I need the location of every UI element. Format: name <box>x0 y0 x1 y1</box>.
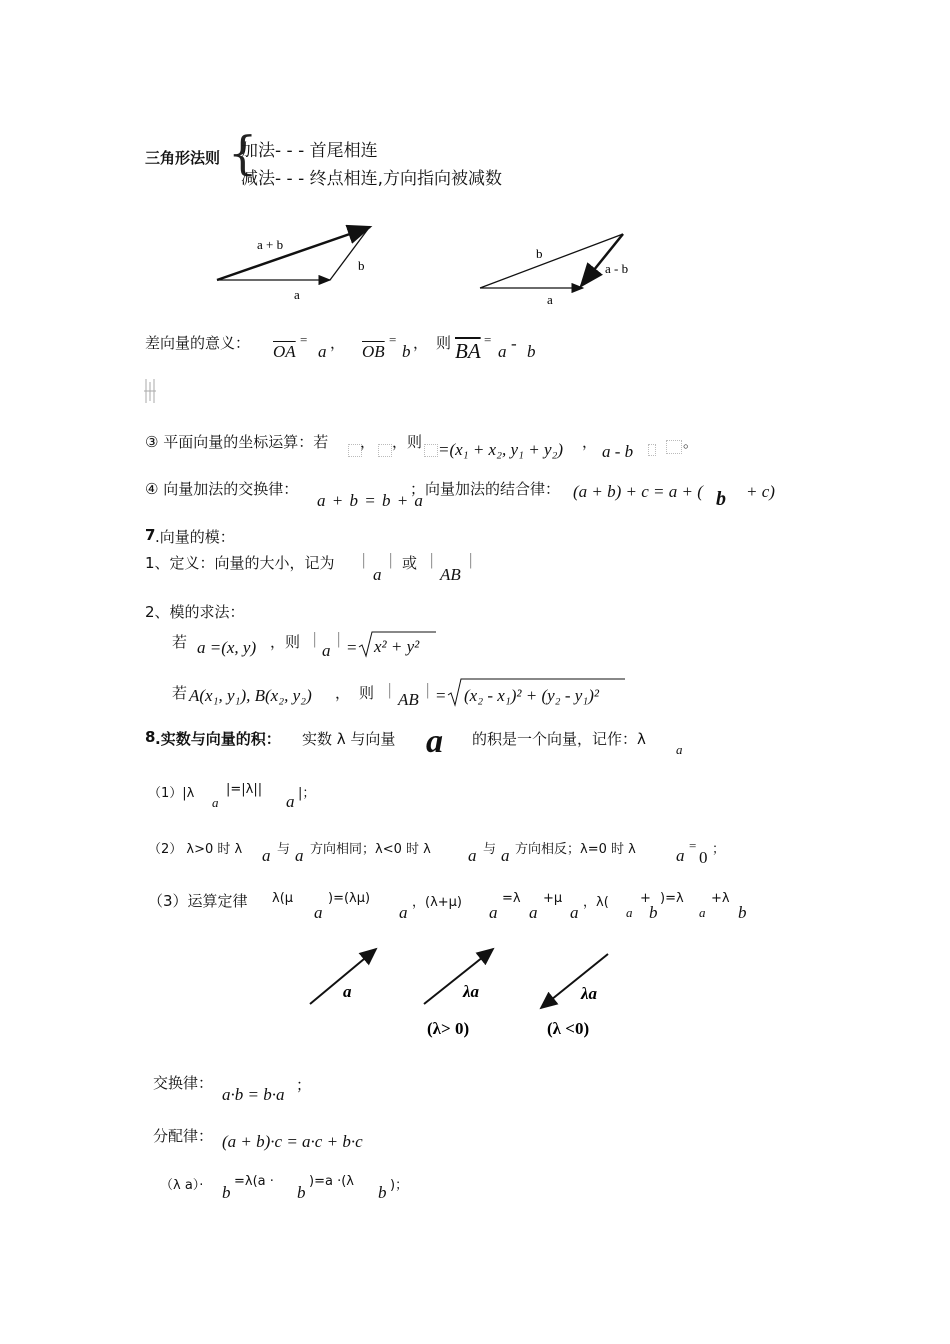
modulus-sqrt-1: x² + y² <box>374 637 420 656</box>
modulus-def-ab: AB <box>440 565 461 584</box>
prop-3-expr-1: λ(μ <box>272 891 294 906</box>
prop-2-a-4: a <box>501 846 510 865</box>
section-8-heading: .实数与向量的积： <box>155 730 281 748</box>
vector-lambda-a-pos-arrow <box>424 949 493 1004</box>
vec-b: b <box>402 342 411 361</box>
subtraction-rule: 减法- - - 终点相连,方向指向被减数 <box>241 169 503 189</box>
coord-comma-2: ， <box>392 433 408 451</box>
modulus-then-2: 则 <box>359 684 375 702</box>
abs-bar: | <box>388 680 392 699</box>
prop-2-a-1: a <box>262 846 271 865</box>
modulus-mod-a: a <box>322 641 331 660</box>
prop-3-expr-9: +λ <box>711 891 730 906</box>
diff-label: a - b <box>605 261 629 276</box>
abs-bar: | <box>362 550 366 569</box>
fig-cond-1: (λ> 0) <box>427 1019 470 1038</box>
vector-triangle-figure <box>200 215 660 315</box>
eq-1: = <box>300 332 308 347</box>
minus-sign: - <box>511 334 517 353</box>
prop-2-end: ； <box>712 842 726 857</box>
modulus-mod-ab: AB <box>398 690 419 709</box>
prop-3-expr-3: ，(λ+μ) <box>412 895 463 910</box>
fig-cond-2: (λ <0) <box>547 1019 590 1038</box>
dot-dist-label: 分配律： <box>153 1127 214 1145</box>
prop-2-zero: 0 <box>699 848 708 867</box>
prop-3-a-2: a <box>399 903 408 922</box>
a-label-2: a <box>547 292 553 307</box>
prop-2-a-5: a <box>676 846 685 865</box>
assoc-law-b: b <box>716 488 726 510</box>
dot-assoc-expr-1: （λ a）· <box>160 1178 204 1193</box>
vec-a-2: a <box>498 342 507 361</box>
comm-law-expr: a + b = b + a <box>317 491 424 510</box>
abs-bar: | <box>337 629 341 648</box>
section-7-num: 7 <box>145 526 156 544</box>
modulus-def: 1、定义：向量的大小，记为 <box>145 554 335 572</box>
broken-image-icon <box>648 444 656 456</box>
prop-3-a-1: a <box>314 903 323 922</box>
prop-3-expr-8: )=λ <box>660 891 684 906</box>
prop-2-opp-dir: 方向相反；λ=0 时 λ <box>515 842 636 857</box>
b-label-2: b <box>536 246 543 261</box>
coord-diff-expr: a - b <box>602 442 634 461</box>
dot-assoc-b-2: b <box>297 1183 306 1202</box>
prop-2-a-2: a <box>295 846 304 865</box>
modulus-points: A(x₁, y₁), B(x₂, y₂) <box>189 686 312 705</box>
vec-b-2: b <box>527 342 536 361</box>
coord-end: 。 <box>683 433 699 451</box>
vector-lambda-a-neg-arrow <box>541 954 608 1008</box>
modulus-def-or: 或 <box>402 554 418 572</box>
dot-assoc-expr-2: =λ(a · <box>234 1174 274 1189</box>
coord-then: 则 <box>407 433 423 451</box>
prop-3-a-5: a <box>570 903 579 922</box>
comma-1: ， <box>330 334 346 352</box>
prop-3-a-3: a <box>489 903 498 922</box>
vec-oa: $\overline{OA}$ <box>273 342 296 361</box>
prop-1-label: （1）|λ <box>148 786 195 801</box>
dot-assoc-b-3: b <box>378 1183 387 1202</box>
dot-assoc-end: )； <box>390 1178 409 1193</box>
a-label: a <box>294 287 300 302</box>
assoc-law-left: (a + b) + c = a + ( <box>573 482 703 501</box>
dot-comm-expr: a·b = b·a <box>222 1085 285 1104</box>
modulus-then-1: ，则 <box>270 633 301 651</box>
prop-3-expr-5: +μ <box>543 891 563 906</box>
coord-sum-expr: =(x₁ + x₂, y₁ + y₂) <box>438 440 564 459</box>
broken-image-icon <box>378 444 392 457</box>
dot-assoc-b-1: b <box>222 1183 231 1202</box>
assoc-law-right: + c) <box>746 482 775 501</box>
fig-a-label: a <box>343 982 352 1001</box>
eq-3: = <box>484 332 492 347</box>
dot-dist-expr: (a + b)·c = a·c + b·c <box>222 1132 363 1151</box>
coord-comma-3: ， <box>582 433 598 451</box>
abs-bar: | <box>430 550 434 569</box>
modulus-a-eq: a =(x, y) <box>197 638 257 657</box>
prop-2-eq: = <box>689 838 697 853</box>
prop-3-b-2: b <box>738 903 747 922</box>
prop-3-expr-2: )=(λμ) <box>328 891 371 906</box>
addition-rule: 加法- - - 首尾相连 <box>241 141 378 161</box>
vec-a: a <box>318 342 327 361</box>
comm-law-label: ④ 向量加法的交换律： <box>145 480 299 498</box>
modulus-if-2: 若 <box>172 684 188 702</box>
section-8-lambda-a: a <box>676 742 683 757</box>
abs-bar: | <box>469 550 473 569</box>
abs-bar: | <box>389 550 393 569</box>
prop-3-a-4: a <box>529 903 538 922</box>
eq-2: = <box>389 332 397 347</box>
b-label: b <box>358 258 365 273</box>
fig-la-label-2: λa <box>581 984 598 1003</box>
prop-3-expr-7: + <box>640 891 651 906</box>
coord-comma-1: ， <box>360 433 376 451</box>
section-8-text-1: 实数 λ 与向量 <box>302 730 396 748</box>
prop-1-a-2: a <box>286 792 295 811</box>
sum-vector-arrow <box>217 227 370 280</box>
prop-2-label: （2） λ>0 时 λ <box>148 842 243 857</box>
prop-2-same-dir: 方向相同；λ<0 时 λ <box>310 842 431 857</box>
prop-3-a-7: a <box>699 905 706 920</box>
prop-3-a-6: a <box>626 905 633 920</box>
coord-ops-lead: ③ 平面向量的坐标运算：若 <box>145 433 329 451</box>
prop-1-mid: |=|λ|| <box>226 782 263 797</box>
broken-image-icon <box>666 440 682 454</box>
dot-comm-label: 交换律： <box>153 1074 214 1092</box>
scalar-multiple-figure <box>300 940 620 1040</box>
dot-assoc-expr-3: )=a ·(λ <box>309 1174 354 1189</box>
then-1: 则 <box>436 334 452 352</box>
dot-comm-end: ； <box>296 1076 312 1094</box>
vec-ba: $\overline{BA}$ <box>455 339 481 363</box>
prop-1-end: |； <box>298 786 316 801</box>
section-8-big-a: a <box>426 723 443 760</box>
prop-3-label: （3）运算定律 <box>148 892 248 910</box>
sum-label: a + b <box>257 237 284 252</box>
section-7-heading: .向量的模： <box>155 528 235 546</box>
prop-2-a-3: a <box>468 846 477 865</box>
triangle-rule-title: 三角形法则 <box>145 149 221 167</box>
fig-la-label-1: λa <box>463 982 480 1001</box>
modulus-comma: ， <box>335 684 351 702</box>
prop-3-expr-6: ，λ( <box>583 895 609 910</box>
prop-3-b-1: b <box>649 903 658 922</box>
modulus-method: 2、模的求法： <box>145 603 245 621</box>
prop-1-a: a <box>212 795 219 810</box>
section-8-num: 8 <box>145 728 156 746</box>
modulus-sqrt-2: (x₂ - x₁)² + (y₂ - y₁)² <box>464 686 599 705</box>
modulus-eq-1: = <box>347 638 357 657</box>
diff-meaning-prefix: 差向量的意义： <box>145 334 251 352</box>
prop-2-and-2: 与 <box>483 842 497 857</box>
modulus-eq-2: = <box>436 686 446 705</box>
modulus-def-a: a <box>373 565 382 584</box>
broken-image-icon <box>424 444 438 457</box>
broken-image-icon <box>143 377 157 405</box>
section-8-text-2: 的积是一个向量，记作：λ <box>472 730 646 748</box>
prop-3-expr-4: =λ <box>502 891 521 906</box>
abs-bar: | <box>426 680 430 699</box>
modulus-if-1: 若 <box>172 633 188 651</box>
prop-2-and-1: 与 <box>277 842 291 857</box>
comma-2: ， <box>413 334 429 352</box>
assoc-law-label: ；向量加法的结合律： <box>410 480 561 498</box>
abs-bar: | <box>313 629 317 648</box>
left-brace: { <box>228 126 258 180</box>
vec-ob: $\overline{OB}$ <box>362 342 385 361</box>
